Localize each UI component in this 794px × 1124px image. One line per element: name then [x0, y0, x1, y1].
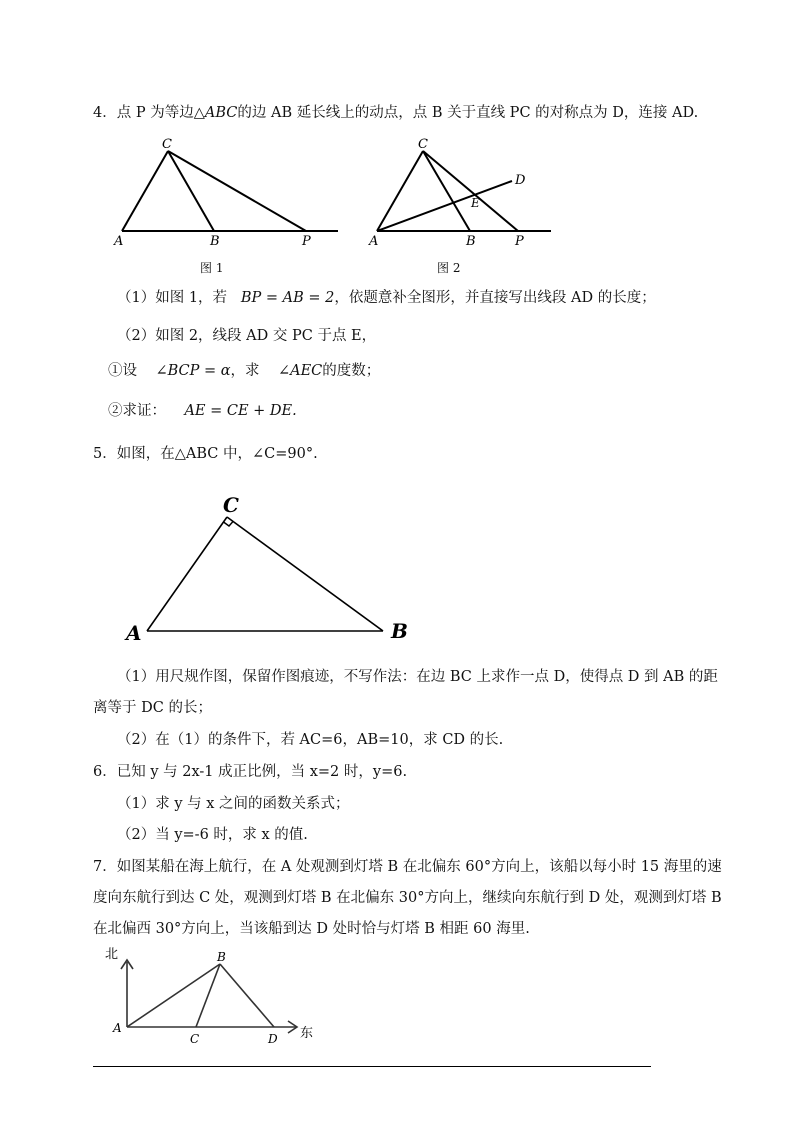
- q4-part-1-prefix: （1）如图 1，若: [117, 290, 228, 306]
- fig2-label-p: P: [515, 234, 524, 249]
- fig2-label-e: E: [471, 196, 480, 210]
- fig2-label-b: B: [466, 234, 476, 249]
- q5-part-1-line-1: （1）用尺规作图，保留作图痕迹，不写作法：在边 BC 上求作一点 D，使得点 D 到 AB 的距: [117, 669, 718, 685]
- q7-label-a: A: [113, 1021, 122, 1035]
- q4-part-2a-suffix: 的度数；: [322, 363, 381, 379]
- fig1-label-c: C: [162, 137, 172, 152]
- q7-label-north: 北: [105, 947, 119, 962]
- q5-stem: 5．如图，在△ABC 中，∠C=90°.: [93, 446, 318, 462]
- fig2-side-cb: [423, 151, 470, 231]
- q7-figure: [121, 960, 297, 1033]
- q4-figure-1: [122, 151, 338, 231]
- q4-part-1-math: BP = AB = 2: [240, 290, 335, 306]
- fig2-label-c: C: [418, 137, 428, 152]
- q7-label-c: C: [190, 1032, 200, 1046]
- q4-part-1-suffix: ，依题意补全图形，并直接写出线段 AD 的长度；: [334, 290, 656, 306]
- q5-side-ac: [147, 517, 227, 631]
- q4-figure-2-caption: 图 2: [437, 261, 461, 275]
- fig2-label-a: A: [369, 234, 379, 249]
- q5-right-angle-mark: [224, 522, 234, 527]
- fig2-side-ac: [377, 151, 423, 231]
- q4-part-2a-prefix: ①设: [108, 363, 137, 379]
- q5-label-c: C: [223, 493, 239, 517]
- q7-text-line-3: 在北偏西 30°方向上，当该船到达 D 处时恰与灯塔 B 相距 60 海里.: [93, 921, 530, 937]
- fig1-side-ac: [122, 151, 168, 231]
- q7-segment-db: [220, 964, 274, 1027]
- q4-figure-1-caption: 图 1: [200, 261, 224, 275]
- fig1-label-b: B: [210, 234, 220, 249]
- q6-part-2: （2）当 y=-6 时，求 x 的值.: [117, 827, 308, 843]
- page-bottom-rule: [93, 1066, 651, 1067]
- q4-part-1: [117, 288, 656, 308]
- q5-figure: [147, 517, 383, 631]
- q5-label-a: A: [126, 621, 142, 645]
- fig1-label-a: A: [114, 234, 124, 249]
- q4-part-2b-prefix: ②求证：: [108, 403, 166, 419]
- q7-label-b: B: [217, 950, 226, 964]
- q4-part-2a: [108, 361, 380, 381]
- q4-stem-abc: ABC: [204, 105, 238, 121]
- q7-segment-cb: [196, 964, 220, 1027]
- fig1-label-p: P: [302, 234, 311, 249]
- fig1-side-cb: [168, 151, 214, 231]
- q7-label-d: D: [268, 1032, 278, 1046]
- q5-label-b: B: [391, 619, 408, 643]
- q4-part-2b: [108, 401, 297, 421]
- q4-part-2a-mid: ，求: [230, 363, 260, 379]
- q4-stem-suffix: 的边 AB 延长线上的动点，点 B 关于直线 PC 的对称点为 D，连接 AD.: [237, 105, 699, 121]
- q4-stem-prefix: 4．点 P 为等边△: [93, 105, 205, 121]
- q4-part-2a-math-2: ∠AEC: [277, 363, 323, 379]
- q7-text-line-2: 度向东航行到达 C 处，观测到灯塔 B 在北偏东 30°方向上，继续向东航行到 D 处，观测到灯塔 B: [93, 890, 722, 906]
- q7-label-east: 东: [300, 1026, 314, 1041]
- q6-stem: 6．已知 y 与 2x-1 成正比例，当 x=2 时，y=6.: [93, 764, 408, 780]
- q7-segment-ab: [127, 964, 220, 1027]
- fig1-segment-cp: [168, 151, 306, 231]
- q7-figure-labels: [105, 947, 313, 1046]
- q4-part-2a-math-1: ∠BCP = α: [155, 363, 231, 379]
- q5-side-cb: [227, 517, 383, 631]
- fig2-segment-cp: [423, 151, 518, 231]
- q5-figure-labels: [124, 493, 408, 645]
- q4-part-2: （2）如图 2，线段 AD 交 PC 于点 E，: [117, 328, 377, 344]
- q7-text-line-1: 7．如图某船在海上航行，在 A 处观测到灯塔 B 在北偏东 60°方向上，该船以每小时 15 海里的速: [93, 859, 722, 875]
- q5-part-1-line-2: 离等于 DC 的长；: [93, 700, 212, 716]
- fig2-label-d: D: [515, 173, 526, 188]
- q4-part-2b-math: AE = CE + DE.: [184, 403, 297, 419]
- q6-part-1: （1）求 y 与 x 之间的函数关系式；: [117, 796, 350, 812]
- q4-figure-2: [377, 151, 551, 231]
- q5-part-2: （2）在（1）的条件下，若 AC=6，AB=10，求 CD 的长.: [117, 732, 504, 748]
